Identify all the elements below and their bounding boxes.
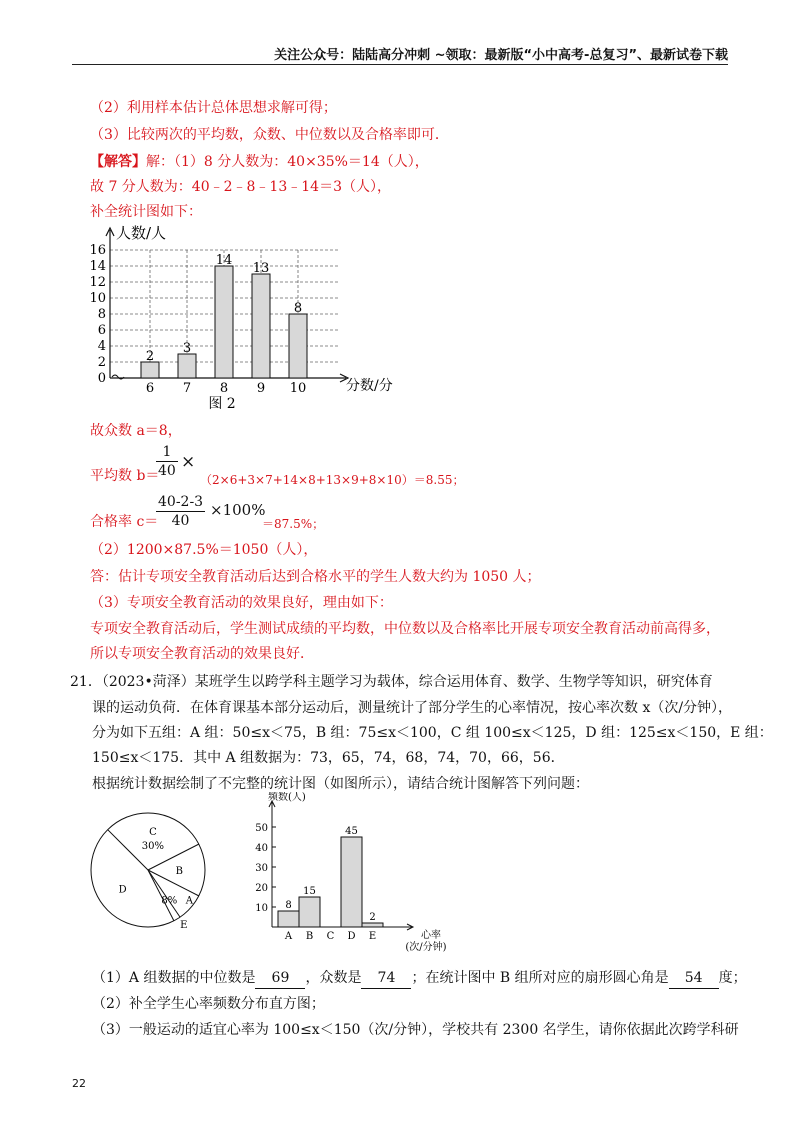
- y-tick-label: 10: [255, 903, 268, 914]
- histogram-bar: [341, 837, 362, 927]
- pie-label: E: [180, 920, 188, 932]
- header-rule: [72, 64, 728, 65]
- x-tick-label: E: [368, 931, 377, 942]
- figure-caption: 图 2: [208, 396, 236, 412]
- pass-prefix: 合格率 c＝: [90, 514, 159, 530]
- x-tick-label: D: [347, 931, 356, 942]
- bar: [141, 362, 159, 378]
- answer-blank: 74: [361, 968, 411, 989]
- x-tick-label: 9: [256, 381, 266, 396]
- header-text: 关注公众号：陆陆高分冲刺 ~领取：最新版“小中高考-总复习”、最新试卷下载: [274, 48, 728, 63]
- y-axis-label: 人数/人: [116, 224, 167, 242]
- x-axis-label: 心率: [421, 930, 441, 941]
- answer-blank: 69: [255, 968, 305, 989]
- solution-line: （3）比较两次的平均数，众数、中位数以及合格率即可．: [90, 127, 449, 143]
- y-axis-label: 频数(人): [268, 792, 306, 803]
- fraction-bar: [156, 511, 205, 512]
- solution-line: （2）利用样本估计总体思想求解可得；: [90, 100, 337, 116]
- q1-text: （1）A 组数据的中位数是: [92, 970, 256, 986]
- pass-result: ＝87.5%；: [262, 517, 325, 531]
- mean-fraction: [156, 444, 178, 479]
- y-tick-label: 50: [255, 823, 268, 834]
- bar: [289, 314, 307, 378]
- question-line: 21．（2023•菏泽）某班学生以跨学科主题学习为载体，综合运用体育、数学、生物学等知识，研究体育: [70, 674, 713, 690]
- solution-line: 所以专项安全教育活动的效果良好．: [90, 646, 314, 662]
- bar-value-label: 8: [285, 900, 292, 911]
- x-tick-label: C: [326, 931, 335, 942]
- question-line: 分为如下五组：A 组：50≤x＜75，B 组：75≤x＜100，C 组 100≤x＜125，D 组：125≤x＜150，E 组：: [92, 725, 773, 741]
- solution-line: [90, 152, 429, 172]
- fraction-denominator: 40: [171, 513, 190, 529]
- x-tick-label: 10: [289, 381, 307, 396]
- x-tick-label: 7: [182, 381, 192, 396]
- x-tick-label: B: [305, 931, 314, 942]
- bar-value-label: 45: [345, 826, 358, 837]
- y-tick-label: 16: [89, 243, 106, 258]
- solution-line: 补全统计图如下：: [90, 204, 202, 220]
- solution-line: 答：估计专项安全教育活动后达到合格水平的学生人数大约为 1050 人；: [90, 569, 541, 585]
- times-percent: ×100%: [210, 501, 266, 519]
- fraction-numerator: 1: [162, 444, 172, 460]
- y-tick-label: 20: [255, 883, 268, 894]
- y-tick-label: 6: [97, 323, 106, 338]
- histogram-bar: [278, 911, 299, 927]
- pie-label: C: [149, 827, 157, 839]
- y-tick-label: 8: [97, 307, 106, 322]
- question-line: 150≤x＜175．其中 A 组数据为：73，65，74，68，74，70，66，56．: [92, 750, 565, 766]
- pie-label: D: [118, 884, 127, 896]
- mode-line: 故众数 a＝8，: [90, 423, 182, 439]
- page-number: 22: [72, 1077, 86, 1090]
- subquestion-2: （2）补全学生心率频数分布直方图；: [92, 996, 325, 1012]
- y-tick-label: 10: [89, 291, 106, 306]
- y-tick-label: 12: [89, 275, 106, 290]
- bar: [178, 354, 196, 378]
- pass-fraction: [156, 494, 205, 529]
- bar-value-label: 8: [293, 301, 303, 316]
- bar-value-label: 13: [252, 261, 270, 276]
- solution-line: 故 7 分人数为：40﹣2﹣8﹣13﹣14＝3（人），: [90, 179, 391, 195]
- fraction-denominator: 40: [158, 463, 176, 479]
- q1-text: ；在统计图中 B 组所对应的扇形圆心角是: [411, 970, 669, 986]
- histogram-bar: [299, 897, 320, 927]
- subquestion-1: [92, 968, 747, 989]
- q1-text: 度；: [718, 970, 747, 986]
- subquestion-3: （3）一般运动的适宜心率为 100≤x＜150（次/分钟），学校共有 2300 名学生，请你依据此次跨学科研: [92, 1022, 739, 1038]
- bar-value-label: 14: [215, 253, 233, 268]
- pie-label: B: [175, 866, 184, 877]
- y-tick-label: 2: [97, 355, 106, 370]
- y-tick-label: 0: [97, 371, 106, 386]
- y-tick-label: 30: [255, 863, 268, 874]
- pie-percent: 8%: [161, 895, 178, 907]
- x-axis-label: 分数/分: [346, 378, 393, 394]
- x-tick-label: 6: [145, 381, 155, 396]
- q1-text: ，众数是: [305, 970, 362, 986]
- pie-percent: 30%: [141, 841, 165, 853]
- fraction-numerator: 40-2-3: [158, 494, 204, 510]
- heart-rate-pie-chart: [86, 806, 226, 936]
- y-tick-label: 40: [255, 843, 268, 854]
- fraction-bar: [156, 461, 178, 462]
- solution-line: （2）1200×87.5%＝1050（人），: [90, 542, 318, 558]
- histogram-bar: [362, 923, 383, 927]
- mean-expression: （2×6+3×7+14×8+13×9+8×10）＝8.55；: [200, 473, 465, 487]
- question-line: 根据统计数据绘制了不完整的统计图（如图所示），请结合统计图解答下列问题：: [92, 776, 589, 792]
- bar-value-label: 2: [145, 349, 155, 364]
- page-header: [0, 0, 800, 70]
- solution-line: （3）专项安全教育活动的效果良好，理由如下：: [90, 595, 393, 611]
- bar-value-label: 2: [369, 912, 376, 923]
- mean-prefix: 平均数 b＝: [90, 468, 160, 484]
- y-tick-label: 4: [97, 339, 106, 354]
- bar-value-label: 3: [182, 341, 192, 356]
- solution-line: 专项安全教育活动后，学生测试成绩的平均数，中位数以及合格率比开展专项安全教育活动前高得多，: [90, 621, 720, 637]
- answer-blank: 54: [669, 968, 719, 989]
- y-tick-label: 14: [89, 259, 106, 274]
- answer-tag: 【解答】: [90, 154, 146, 170]
- bar-value-label: 15: [303, 886, 316, 897]
- solution-text: 解：（1）8 分人数为：40×35%＝14（人），: [146, 154, 429, 170]
- x-axis-label: (次/分钟): [405, 942, 447, 953]
- bar: [215, 266, 233, 378]
- bar: [252, 274, 270, 378]
- x-tick-label: 8: [219, 381, 229, 396]
- question-line: 课的运动负荷．在体育课基本部分运动后，测量统计了部分学生的心率情况，按心率次数 x（次/分钟），: [92, 700, 733, 716]
- score-bar-chart: [88, 222, 408, 418]
- x-tick-label: A: [284, 931, 293, 942]
- times-sign: ×: [181, 452, 196, 472]
- pie-label: A: [185, 895, 193, 907]
- heart-rate-histogram: [244, 792, 464, 962]
